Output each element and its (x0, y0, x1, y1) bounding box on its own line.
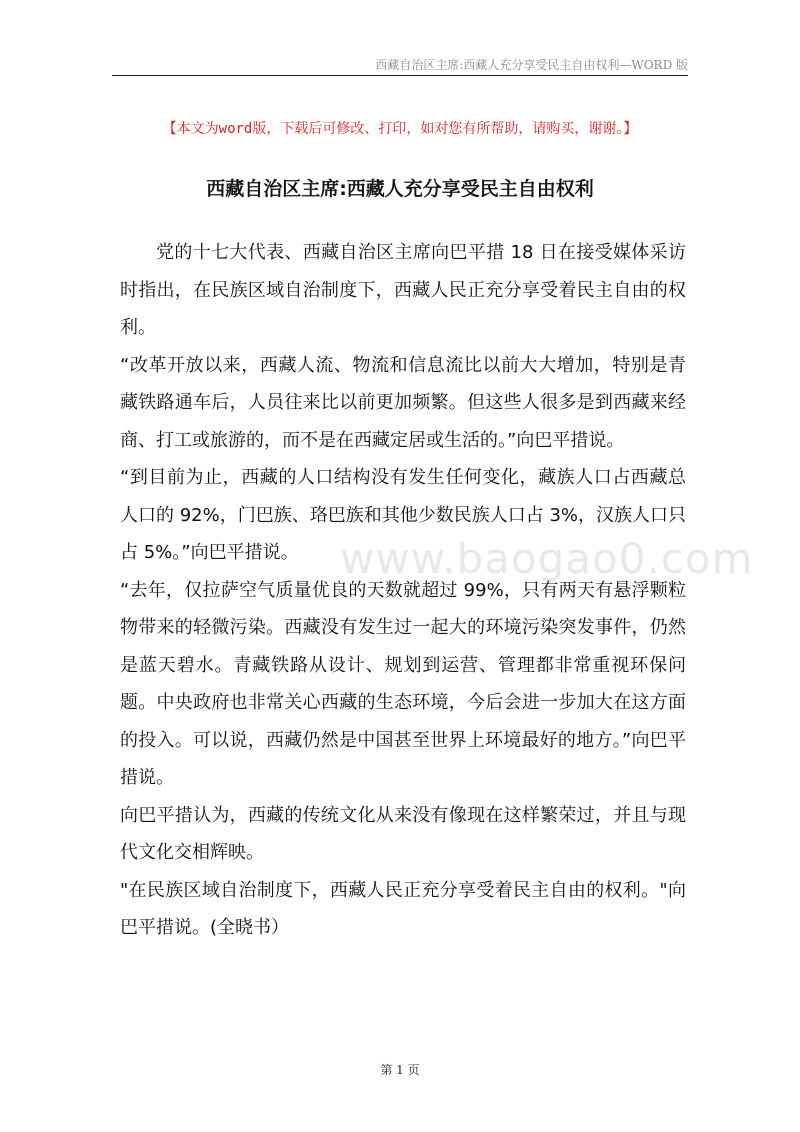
paragraph: 党的十七大代表、西藏自治区主席向巴平措 18 日在接受媒体采访时指出，在民族区域自治制度下，西藏人民正充分享受着民主自由的权利。 (120, 242, 686, 338)
paragraph: 向巴平措认为，西藏的传统文化从来没有像现在这样繁荣过，并且与现代文化交相辉映。 (120, 804, 686, 863)
site-watermark: www.baogao0.com (340, 534, 754, 583)
page-number: 第 1 页 (380, 1063, 420, 1077)
document-title: 西藏自治区主席:西藏人充分享受民主自由权利 (206, 178, 594, 200)
running-header: 西藏自治区主席:西藏人充分享受民主自由权利—WORD 版 (375, 58, 688, 72)
article-body (120, 234, 686, 947)
paragraph: “改革开放以来，西藏人流、物流和信息流比以前大大增加，特别是青藏铁路通车后，人员往来比以前更加频繁。但这些人很多是到西藏来经商、打工或旅游的，而不是在西藏定居或生活的。”向巴平措说。 (120, 354, 686, 451)
download-notice: 【本文为word版，下载后可修改、打印，如对您有所帮助，请购买，谢谢。】 (162, 121, 638, 137)
header-divider (112, 75, 688, 76)
paragraph: “到目前为止，西藏的人口结构没有发生任何变化，藏族人口占西藏总人口的 92%，门巴族、珞巴族和其他少数民族人口占 3%，汉族人口只占 5%。”向巴平措说。 (120, 467, 687, 563)
paragraph: "在民族区域自治制度下，西藏人民正充分享受着民主自由的权利。"向巴平措说。(全晓书） (120, 879, 686, 938)
paragraph: “去年，仅拉萨空气质量优良的天数就超过 99%，只有两天有悬浮颗粒物带来的轻微污染。西藏没有发生过一起大的环境污染突发事件，仍然是蓝天碧水。青藏铁路从设计、规划到运营、管理都非常重视环保问题。中央政府也非常关心西藏的生态环境，今后会进一步加大在这方面的投入。可以说，西藏仍然是中国甚至世界上环境最好的地方。”向巴平措说。 (120, 579, 686, 788)
